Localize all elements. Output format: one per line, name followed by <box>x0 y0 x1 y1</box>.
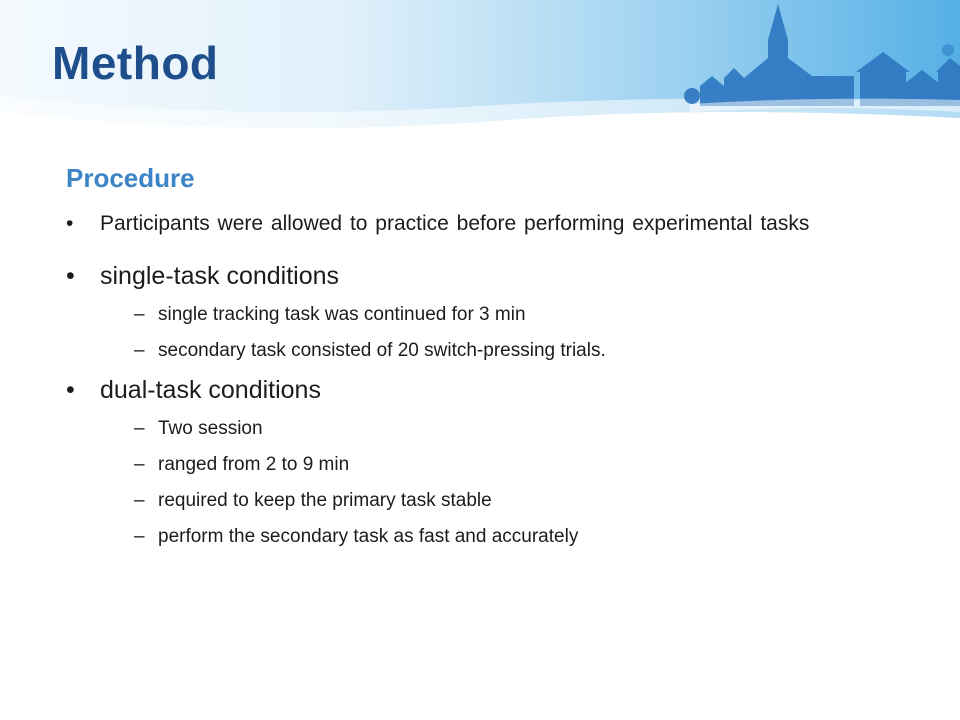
sub-bullet-marker: – <box>134 490 145 511</box>
sub-bullet-item <box>114 415 906 443</box>
slide-title: Method <box>52 37 219 89</box>
sub-bullet-text: Two session <box>158 418 263 439</box>
slide-content <box>66 160 906 559</box>
bullet-text: dual-task conditions <box>100 376 321 404</box>
sub-bullet-item <box>114 301 906 329</box>
section-heading: Procedure <box>66 163 195 193</box>
sub-bullet-text: required to keep the primary task stable <box>158 490 492 511</box>
sub-bullet-text: secondary task consisted of 20 switch-pressing trials. <box>158 340 606 361</box>
sub-bullet-item <box>114 451 906 479</box>
sub-bullet-item <box>114 337 906 365</box>
bullet-marker: • <box>66 262 75 290</box>
sub-bullet-marker: – <box>134 526 145 547</box>
sub-bullet-item <box>114 487 906 515</box>
bullet-item <box>66 373 906 551</box>
sub-bullet-marker: – <box>134 418 145 439</box>
bullet-marker: • <box>66 376 75 404</box>
sub-bullet-list <box>100 301 906 365</box>
bullet-item <box>66 259 906 365</box>
sub-bullet-text: single tracking task was continued for 3 min <box>158 304 526 325</box>
bullet-item <box>66 208 906 239</box>
bullet-list <box>66 208 906 551</box>
bullet-text: single-task conditions <box>100 262 340 290</box>
sub-bullet-text: ranged from 2 to 9 min <box>158 454 350 475</box>
sub-bullet-marker: – <box>134 454 145 475</box>
bullet-text: Participants were allowed to practice before performing experimental tasks <box>100 212 810 235</box>
bullet-marker: • <box>66 212 74 235</box>
sub-bullet-list <box>100 415 906 551</box>
sub-bullet-marker: – <box>134 340 145 361</box>
sub-bullet-text: perform the secondary task as fast and accurately <box>158 526 579 547</box>
sub-bullet-item <box>114 523 906 551</box>
sub-bullet-marker: – <box>134 304 145 325</box>
